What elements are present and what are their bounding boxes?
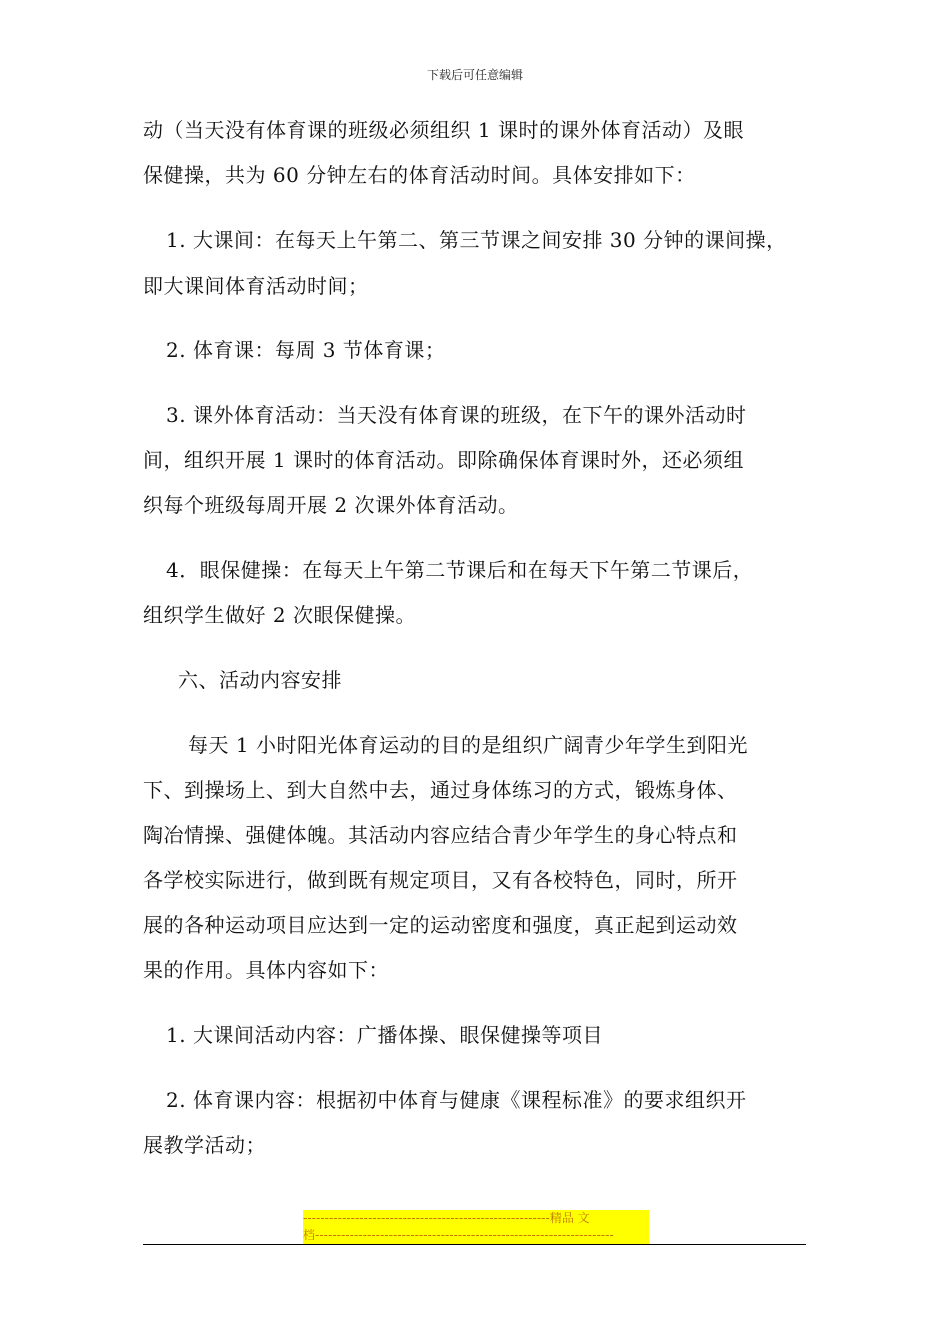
footer-watermark [303, 1210, 649, 1244]
paragraph-line: 组织学生做好 2 次眼保健操。 [143, 603, 416, 627]
paragraph-line: 下、到操场上、到大自然中去，通过身体练习的方式，锻炼身体、 [143, 778, 738, 802]
page-header: 下载后可任意编辑 [426, 68, 523, 82]
list-item-4: 4．眼保健操：在每天上午第二节课后和在每天下午第二节课后， [166, 558, 754, 582]
list-item-5: 1. 大课间活动内容：广播体操、眼保健操等项目 [166, 1023, 603, 1047]
section-heading: 六、活动内容安排 [178, 668, 342, 692]
paragraph-line: 展教学活动； [143, 1133, 266, 1157]
paragraph-line: 动（当天没有体育课的班级必须组织 1 课时的课外体育活动）及眼 [143, 118, 744, 142]
paragraph-line: 保健操，共为 60 分钟左右的体育活动时间。具体安排如下： [143, 163, 696, 187]
paragraph-line: 每天 1 小时阳光体育运动的目的是组织广阔青少年学生到阳光 [188, 733, 748, 757]
paragraph-line: 展的各种运动项目应达到一定的运动密度和强度，真正起到运动效 [143, 913, 738, 937]
paragraph-line: 织每个班级每周开展 2 次课外体育活动。 [143, 493, 519, 517]
list-item-6: 2. 体育课内容：根据初中体育与健康《课程标准》的要求组织开 [166, 1088, 747, 1112]
list-item-3: 3. 课外体育活动：当天没有体育课的班级，在下午的课外活动时 [166, 403, 747, 427]
paragraph-line: 即大课间体育活动时间； [143, 274, 369, 298]
footer-divider [143, 1244, 806, 1245]
footer-line-2: 档--------------------------------------------------------------------- [303, 1228, 614, 1242]
list-item-2: 2. 体育课：每周 3 节体育课； [166, 338, 446, 362]
paragraph-line: 间，组织开展 1 课时的体育活动。即除确保体育课时外，还必须组 [143, 448, 744, 472]
paragraph-line: 果的作用。具体内容如下： [143, 958, 389, 982]
paragraph-line: 各学校实际进行，做到既有规定项目，又有各校特色，同时，所开 [143, 868, 738, 892]
list-item-1: 1. 大课间：在每天上午第二、第三节课之间安排 30 分钟的课间操， [166, 228, 787, 252]
footer-line-1: ---------------------------------------------------------精品 文 [303, 1211, 590, 1225]
paragraph-line: 陶冶情操、强健体魄。其活动内容应结合青少年学生的身心特点和 [143, 823, 738, 847]
